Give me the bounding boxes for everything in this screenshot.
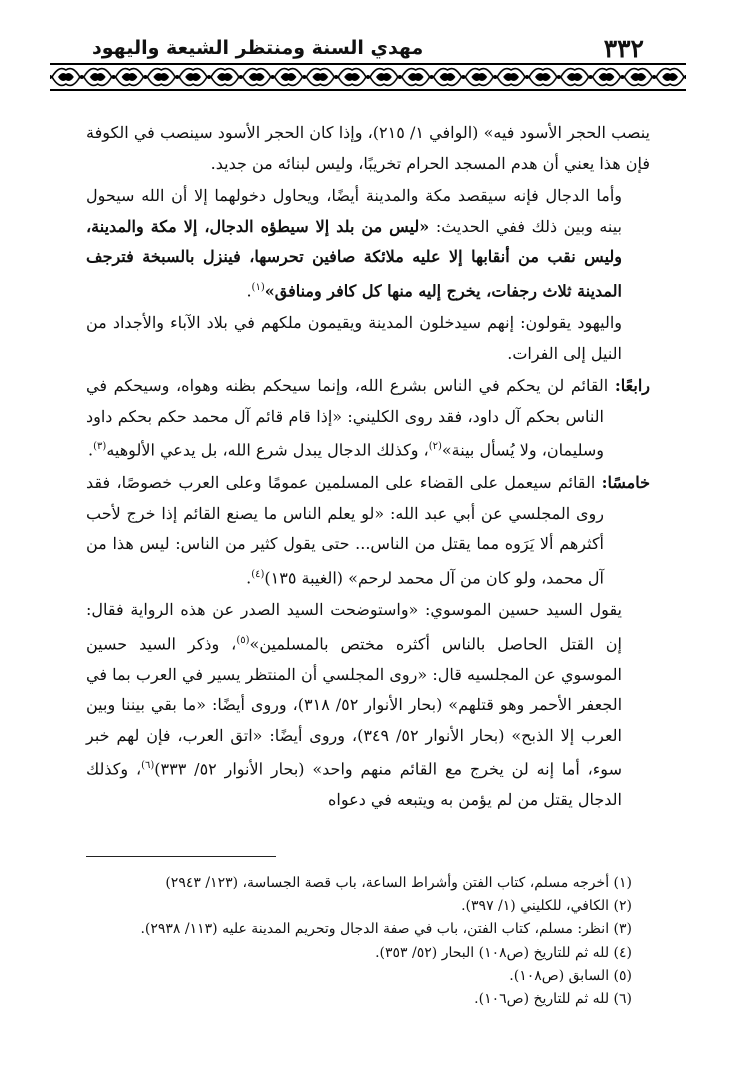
- ornamental-border: [50, 62, 686, 92]
- text-run: ينصب الحجر الأسود فيه» (الوافي ١/ ٢١٥)، وإذا كان الحجر الأسود سينصب في الكوفة فإن هذا يعني أن هدم المسجد الحرام تخريبًا، وليس لبنائه من جديد.: [86, 123, 650, 173]
- footnote: (٣) انظر: مسلم، كتاب الفتن، باب في صفة الدجال وتحريم المدينة عليه (١١٣/ ٢٩٣٨).: [140, 921, 632, 938]
- paragraph: [86, 371, 650, 466]
- footnote: (٦) لله ثم للتاريخ (ص١٠٦).: [474, 991, 632, 1008]
- footnote: (٥) السابق (ص١٠٨).: [509, 967, 632, 984]
- text-run: .: [246, 280, 252, 300]
- footnote: (٢) الكافي، للكليني (١/ ٣٩٧).: [461, 898, 632, 915]
- body-text: [86, 118, 650, 818]
- text-run: ، وكذلك الدجال يبدل شرع الله، بل يدعي الألوهيه: [106, 440, 429, 460]
- section-lead: رابعًا:: [614, 376, 650, 396]
- section-lead: خامسًا:: [601, 473, 650, 493]
- paragraph: [86, 308, 650, 369]
- footnote: (١) أخرجه مسلم، كتاب الفتن وأشراط الساعة، باب قصة الجساسة، (١٢٣/ ٢٩٤٣): [165, 875, 632, 891]
- text-run: ، وكذلك الدجال يقتل من لم يؤمن به ويتبعه في دعواه: [86, 759, 622, 810]
- text-run: وأما الدجال فإنه سيقصد مكة والمدينة أيضًا، ويحاول دخولهما إلا أن الله سيحول بينه وبين ذلك ففي الحديث:: [86, 186, 623, 236]
- page-number: ٣٣٢: [603, 33, 644, 63]
- footnote-ref: (٤): [251, 568, 265, 580]
- footnote-ref: (٣): [93, 441, 107, 453]
- text-run: القائم لن يحكم في الناس بشرع الله، وإنما سيحكم بظنه وهواه، وسيحكم في الناس بحكم آل داود، فقد روى الكليني: «إذا قام قائم آل محمد حكم بحكم داود وسليمان، ولا يُسأل بينة»: [86, 376, 615, 460]
- paragraph: [86, 118, 650, 179]
- paragraph: [86, 181, 650, 306]
- text-run: ، وذكر السيد حسين الموسوي عن المجلسيه قال: «روى المجلسي أن المنتظر يسير في العرب بما في الجعفر الأحمر وهو قتلهم» (بحار الأنوار ٥٢/ ٣١٨)، وروى أيضًا: «ما بقي بيننا وبين العرب إلا الذبح» (بحار الأنوار ٥٢/ ٣٤٩)، وروى أيضًا: «اتق العرب، فإن لهم خبر سوء، أما إنه لن يخرج مع القائم منهم واحد» (بحار الأنوار ٥٢/ ٣٣٣): [86, 634, 623, 779]
- footnote-ref: (٦): [141, 760, 155, 772]
- running-title: مهدي السنة ومنتظر الشيعة واليهود: [92, 37, 424, 59]
- footnote-ref: (٢): [428, 441, 442, 453]
- paragraph: [86, 595, 650, 815]
- footnote-divider: [86, 856, 276, 857]
- text-run: .: [246, 567, 252, 587]
- footnotes: [86, 872, 632, 1011]
- footnote-ref: (٥): [236, 634, 250, 646]
- hadith-quote: «ليس من بلد إلا سيطؤه الدجال، إلا مكة والمدينة، وليس نقب من أنقابها إلا عليه ملائكة صافين تحرسها، فينزل بالسبخة فترجف المدينة ثلاث رجفات، يخرج إليه منها كل كافر ومنافق»: [86, 216, 622, 300]
- text-run: يقول السيد حسين الموسوي: «واستوضحت السيد الصدر عن هذه الرواية فقال: إن القتل الحاصل بالناس أكثره مختص بالمسلمين»: [86, 600, 623, 654]
- text-run: القائم سيعمل على القضاء على المسلمين عمومًا وعلى العرب خصوصًا، فقد روى المجلسي عن أبي عبد الله: «لو يعلم الناس ما يصنع القائم إذا خرج لأحب أكثرهم ألا يَرَوه مما يقتل من الناس... حتى يقول كثير من الناس: ليس هذا من آل محمد، ولو كان من آل محمد لرحم» (الغيبة ١٣٥): [86, 473, 604, 587]
- footnote-ref: (١): [251, 281, 265, 293]
- text-run: .: [88, 440, 94, 460]
- page-header: [92, 30, 644, 66]
- text-run: واليهود يقولون: إنهم سيدخلون المدينة ويقيمون ملكهم في بلاد الآباء والأجداد من النيل إلى الفرات.: [86, 313, 622, 363]
- paragraph: [86, 468, 650, 593]
- footnote: (٤) لله ثم للتاريخ (ص١٠٨) البحار (٥٢/ ٣٥٣).: [375, 944, 632, 961]
